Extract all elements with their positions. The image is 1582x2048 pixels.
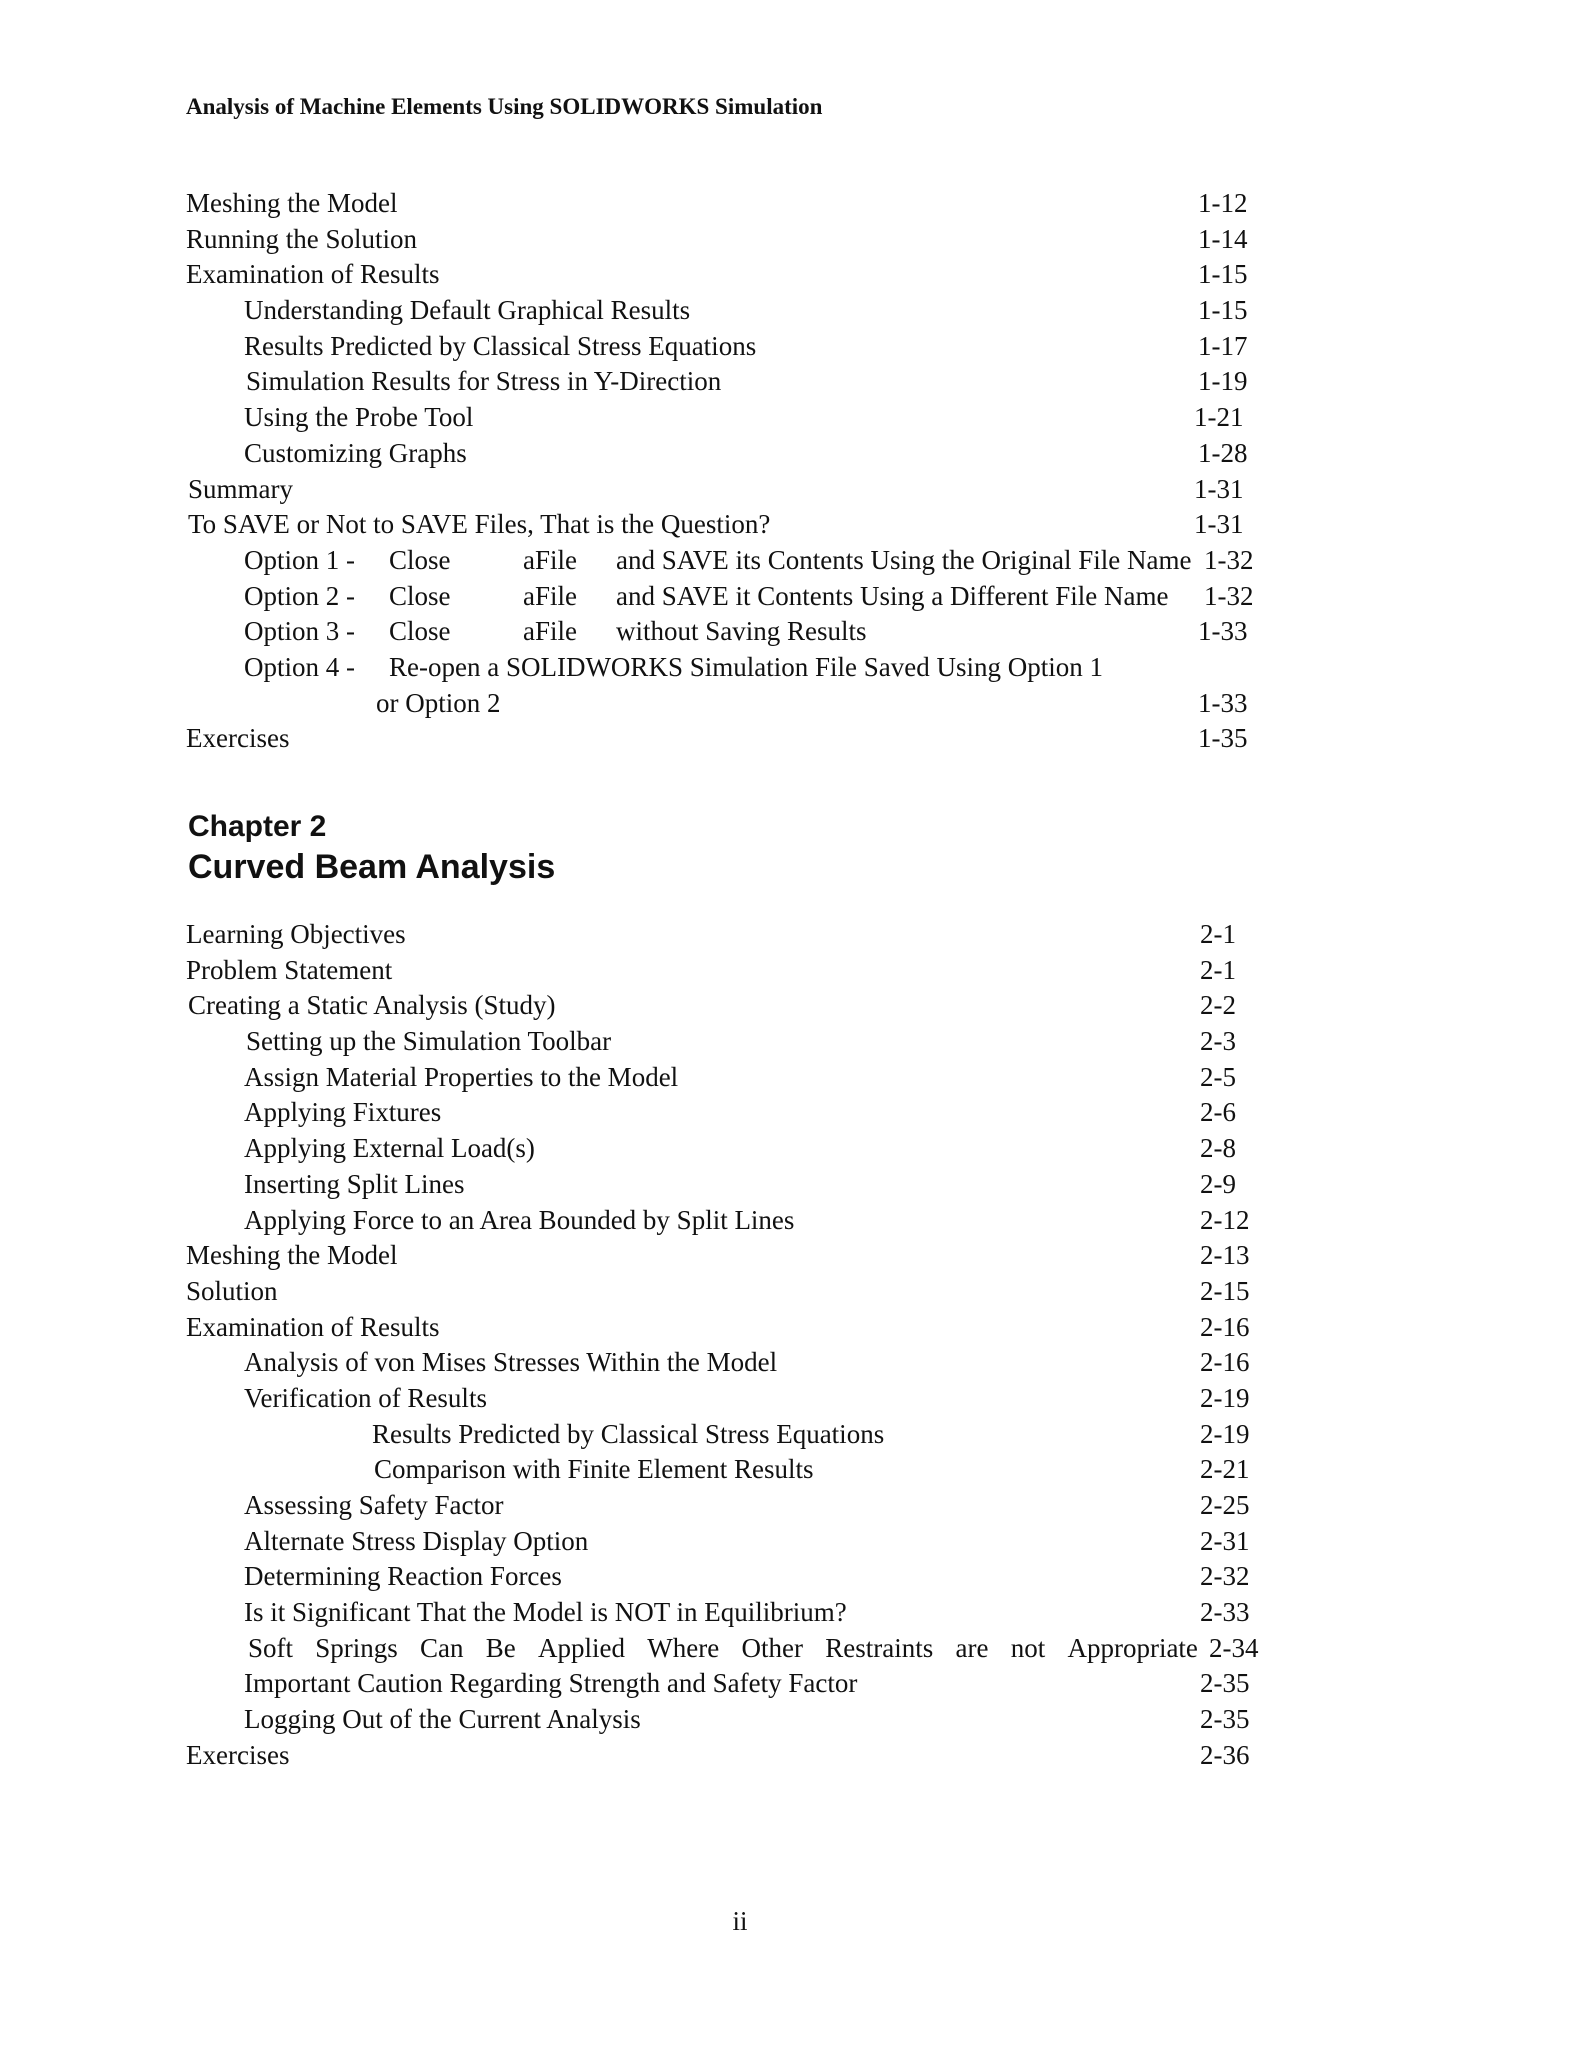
toc-entry-title: Verification of Results [244, 1382, 487, 1413]
toc-entry-page: 2-36 [1200, 1739, 1250, 1770]
option-afile-word: aFile [523, 580, 577, 611]
toc-entry[interactable] [186, 1095, 1286, 1131]
toc-entry-title: Results Predicted by Classical Stress Equations [244, 330, 757, 361]
toc-entry-title: Setting up the Simulation Toolbar [246, 1026, 612, 1057]
option-description: without Saving Results [616, 616, 867, 647]
toc-entry-page: 1-21 [1194, 402, 1244, 433]
toc-entry[interactable] [186, 1559, 1286, 1595]
toc-entry[interactable] [186, 507, 1286, 543]
toc-entry[interactable] [186, 988, 1286, 1024]
toc-entry-page: 1-19 [1198, 366, 1248, 397]
toc-entry[interactable] [186, 953, 1286, 989]
toc-entry-title: Exercises [186, 1739, 290, 1770]
toc-entry-title: Meshing the Model [186, 1240, 398, 1271]
running-header: Analysis of Machine Elements Using SOLIDWORKS Simulation [186, 94, 823, 119]
toc-word: not [1010, 1632, 1046, 1663]
toc-entry-title: Customizing Graphs [244, 437, 467, 468]
toc-entry-title: Determining Reaction Forces [244, 1561, 562, 1592]
toc-entry-title: Using the Probe Tool [244, 402, 474, 433]
page-number: ii [732, 1906, 748, 1936]
toc-entry[interactable] [186, 1203, 1286, 1239]
toc-entry[interactable] [186, 364, 1286, 400]
toc-entry[interactable] [186, 257, 1286, 293]
toc-entry-title: Simulation Results for Stress in Y-Direction [246, 366, 722, 397]
toc-entry[interactable] [186, 436, 1286, 472]
toc-entry-title: Inserting Split Lines [244, 1168, 465, 1199]
toc-word: Can [420, 1632, 464, 1663]
toc-entry[interactable] [186, 1131, 1286, 1167]
toc-entry-page: 1-32 [1204, 580, 1254, 611]
option-afile-word: aFile [523, 544, 577, 575]
toc-entry-page: 2-34 [1209, 1632, 1259, 1663]
chapter-number: Chapter 2 [188, 810, 327, 843]
toc-entry-option-2[interactable] [186, 579, 1286, 615]
option-close-word: Close [389, 580, 451, 611]
toc-entry-page: 1-31 [1194, 509, 1244, 540]
toc-word: Springs [315, 1632, 398, 1663]
toc-entry-title [248, 1631, 1198, 1667]
toc-entry-page: 2-25 [1200, 1490, 1250, 1520]
toc-entry-page: 2-35 [1200, 1704, 1250, 1735]
toc-entry-title: Is it Significant That the Model is NOT in Equilibrium? [244, 1597, 847, 1628]
toc-entry-title: Alternate Stress Display Option [244, 1525, 589, 1556]
toc-entry[interactable] [186, 329, 1286, 365]
toc-entry-page: 2-33 [1200, 1597, 1250, 1628]
toc-entry[interactable] [186, 1024, 1286, 1060]
toc-entry-page: 2-35 [1200, 1668, 1250, 1699]
toc-entry[interactable] [186, 1702, 1286, 1738]
toc-entry-page: 2-19 [1200, 1418, 1250, 1449]
toc-entry-title: Creating a Static Analysis (Study) [188, 990, 556, 1021]
toc-entry-title: Learning Objectives [186, 919, 406, 949]
chapter-title: Curved Beam Analysis [188, 848, 556, 886]
toc-entry-page: 1-14 [1198, 223, 1248, 254]
toc-entry-page: 2-31 [1200, 1525, 1250, 1556]
toc-entry-page: 2-12 [1200, 1204, 1250, 1235]
toc-entry[interactable] [186, 1666, 1286, 1702]
toc-entry[interactable] [186, 1452, 1286, 1488]
toc-entry-option-3[interactable] [186, 614, 1286, 650]
toc-chapter-2 [186, 917, 1286, 1774]
toc-entry[interactable] [186, 721, 1286, 757]
toc-entry-option-4[interactable] [186, 650, 1286, 686]
toc-entry[interactable] [186, 1345, 1286, 1381]
toc-entry-title: Exercises [186, 723, 290, 754]
toc-word: Other [741, 1632, 803, 1663]
toc-entry-title: To SAVE or Not to SAVE Files, That is the Question? [188, 509, 771, 540]
toc-entry-option-1[interactable] [186, 543, 1286, 579]
toc-word: are [955, 1632, 989, 1663]
toc-entry-page: 1-17 [1198, 330, 1248, 361]
toc-entry-title: Logging Out of the Current Analysis [244, 1704, 641, 1735]
toc-entry[interactable] [186, 1274, 1286, 1310]
toc-entry-page: 1-33 [1198, 687, 1248, 718]
toc-entry-page: 2-19 [1200, 1382, 1250, 1413]
option-description: and SAVE its Contents Using the Original File Name [616, 544, 1192, 575]
toc-entry[interactable] [186, 186, 1286, 222]
option-description: Re-open a SOLIDWORKS Simulation File Saved Using Option 1 [389, 651, 1103, 682]
toc-word: Be [485, 1632, 516, 1663]
toc-entry-title: Examination of Results [186, 1311, 440, 1342]
toc-entry-title: Problem Statement [186, 954, 393, 985]
toc-entry-page: 1-28 [1198, 437, 1248, 468]
option-label: Option 3 - [244, 616, 355, 647]
option-label: Option 4 - [244, 651, 355, 682]
toc-entry-page: 2-16 [1200, 1311, 1250, 1342]
toc-entry-page: 1-15 [1198, 259, 1248, 290]
option-description: and SAVE it Contents Using a Different File Name [616, 580, 1169, 611]
toc-entry-title: Understanding Default Graphical Results [244, 295, 691, 326]
toc-entry[interactable] [186, 1310, 1286, 1346]
toc-entry-title: Summary [188, 473, 293, 504]
option-close-word: Close [389, 616, 451, 647]
toc-entry-page: 1-12 [1198, 188, 1248, 218]
toc-entry[interactable] [186, 1738, 1286, 1774]
toc-entry[interactable] [186, 1631, 1286, 1667]
toc-entry-title: Important Caution Regarding Strength and Safety Factor [244, 1668, 858, 1699]
toc-entry-title: Solution [186, 1275, 278, 1306]
toc-entry-title: Running the Solution [186, 223, 418, 254]
toc-entry[interactable] [186, 1060, 1286, 1096]
toc-entry-page: 1-32 [1204, 544, 1254, 575]
toc-entry-page: 2-1 [1200, 919, 1236, 949]
toc-entry-page: 1-31 [1194, 473, 1244, 504]
toc-word: Where [647, 1632, 720, 1663]
toc-entry-page: 2-9 [1200, 1168, 1236, 1199]
toc-entry[interactable] [186, 400, 1286, 436]
option-label: Option 1 - [244, 544, 355, 575]
option-close-word: Close [389, 544, 451, 575]
option-afile-word: aFile [523, 616, 577, 647]
toc-word: Restraints [825, 1632, 934, 1663]
toc-entry-page: 2-2 [1200, 990, 1236, 1021]
toc-entry-page: 2-16 [1200, 1347, 1250, 1378]
toc-entry[interactable] [186, 293, 1286, 329]
toc-entry[interactable] [186, 222, 1286, 258]
toc-entry-title: Analysis of von Mises Stresses Within the Model [244, 1347, 778, 1378]
toc-entry-title: Applying External Load(s) [244, 1133, 535, 1164]
toc-entry[interactable] [186, 1417, 1286, 1453]
toc-entry-page: 2-6 [1200, 1097, 1236, 1128]
option-label: Option 2 - [244, 580, 355, 611]
toc-entry-title: Assessing Safety Factor [244, 1490, 504, 1520]
toc-chapter-1 [186, 186, 1286, 757]
toc-entry[interactable] [186, 917, 1286, 953]
toc-entry-title: Meshing the Model [186, 188, 398, 218]
toc-entry-title: Comparison with Finite Element Results [374, 1454, 814, 1485]
toc-entry[interactable] [186, 1488, 1286, 1524]
toc-entry[interactable] [186, 472, 1286, 508]
toc-entry[interactable] [186, 1381, 1286, 1417]
toc-entry-page: 2-32 [1200, 1561, 1250, 1592]
toc-entry-continuation[interactable] [186, 686, 1286, 722]
toc-entry-title: Applying Force to an Area Bounded by Split Lines [244, 1204, 795, 1235]
toc-entry[interactable] [186, 1238, 1286, 1274]
toc-word: Soft [248, 1632, 294, 1663]
toc-entry-title: Examination of Results [186, 259, 440, 290]
toc-word: Appropriate [1067, 1632, 1198, 1663]
toc-entry-page: 2-5 [1200, 1061, 1236, 1092]
toc-entry[interactable] [186, 1167, 1286, 1203]
toc-entry-title: Applying Fixtures [244, 1097, 442, 1128]
toc-entry-page: 2-21 [1200, 1454, 1250, 1485]
toc-entry-page: 1-15 [1198, 295, 1248, 326]
toc-entry-page: 2-15 [1200, 1275, 1250, 1306]
toc-entry-page: 2-13 [1200, 1240, 1250, 1271]
toc-entry-title: Results Predicted by Classical Stress Equations [372, 1418, 885, 1449]
toc-entry-page: 2-8 [1200, 1133, 1236, 1164]
toc-entry-page: 2-3 [1200, 1026, 1236, 1057]
toc-entry-page: 2-1 [1200, 954, 1236, 985]
toc-entry-page: 1-35 [1198, 723, 1248, 754]
toc-word: Applied [538, 1632, 626, 1663]
toc-entry-title: or Option 2 [376, 687, 501, 718]
toc-entry[interactable] [186, 1595, 1286, 1631]
toc-entry-title: Assign Material Properties to the Model [244, 1061, 679, 1092]
toc-entry[interactable] [186, 1524, 1286, 1560]
toc-entry-page: 1-33 [1198, 616, 1248, 647]
